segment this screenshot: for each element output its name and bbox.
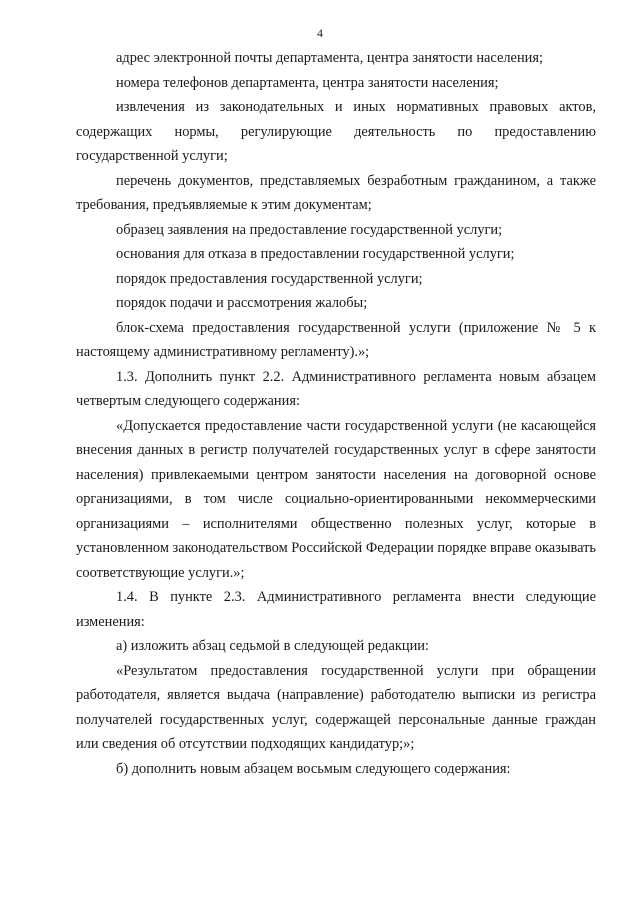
paragraph-legal-extracts: извлечения из законодательных и иных нормативных правовых актов, содержащих нормы, регулирующие деятельность по предоставлению государственной услуги; [76, 99, 596, 164]
paragraph-complaint-procedure: порядок подачи и рассмотрения жалобы; [116, 295, 368, 311]
paragraph-flowchart: блок-схема предоставления государственной услуги (приложение № 5 к настоящему административному регламенту).»; [76, 319, 596, 360]
paragraph-quoted-result: «Результатом предоставления государственной услуги при обращении работодателя, является выдача (направление) работодателю выписки из регистра получателей государственных услуг, содержащей персональные данные граждан или сведения об отсутствии подходящих кандидатур;»; [76, 662, 596, 752]
document-body [76, 46, 596, 781]
paragraph-service-procedure: порядок предоставления государственной услуги; [116, 270, 423, 287]
paragraph-email: адрес электронной почты департамента, центра занятости населения; [116, 50, 543, 66]
paragraph-item-b: б) дополнить новым абзацем восьмым следующего содержания: [116, 760, 511, 777]
paragraph-refusal-grounds: основания для отказа в предоставлении государственной услуги; [116, 246, 515, 262]
paragraph-documents-list: перечень документов, представляемых безработным гражданином, а также требования, предъявляемые к этим документам; [76, 172, 596, 213]
paragraph-quoted-permission: «Допускается предоставление части государственной услуги (не касающейся внесения данных в регистр получателей государственных услуг в сфере занятости населения) привлекаемыми центром занятости населения на договорной основе организациями, в том числе социально-ориентированными некоммерческими организациями – исполнителями общественно полезных услуг, которые в установленном законодательством Российской Федерации порядке вправе оказывать соответствующие услуги.»; [76, 417, 596, 581]
paragraph-phones: номера телефонов департамента, центра занятости населения; [116, 74, 499, 91]
paragraph-clause-1-4: 1.4. В пункте 2.3. Административного регламента внести следующие изменения: [76, 589, 596, 630]
paragraph-item-a: а) изложить абзац седьмой в следующей редакции: [116, 638, 429, 654]
paragraph-clause-1-3: 1.3. Дополнить пункт 2.2. Административного регламента новым абзацем четвертым следующего содержания: [76, 368, 596, 409]
page-number: 4 [317, 26, 323, 40]
paragraph-application-sample: образец заявления на предоставление государственной услуги; [116, 221, 503, 238]
